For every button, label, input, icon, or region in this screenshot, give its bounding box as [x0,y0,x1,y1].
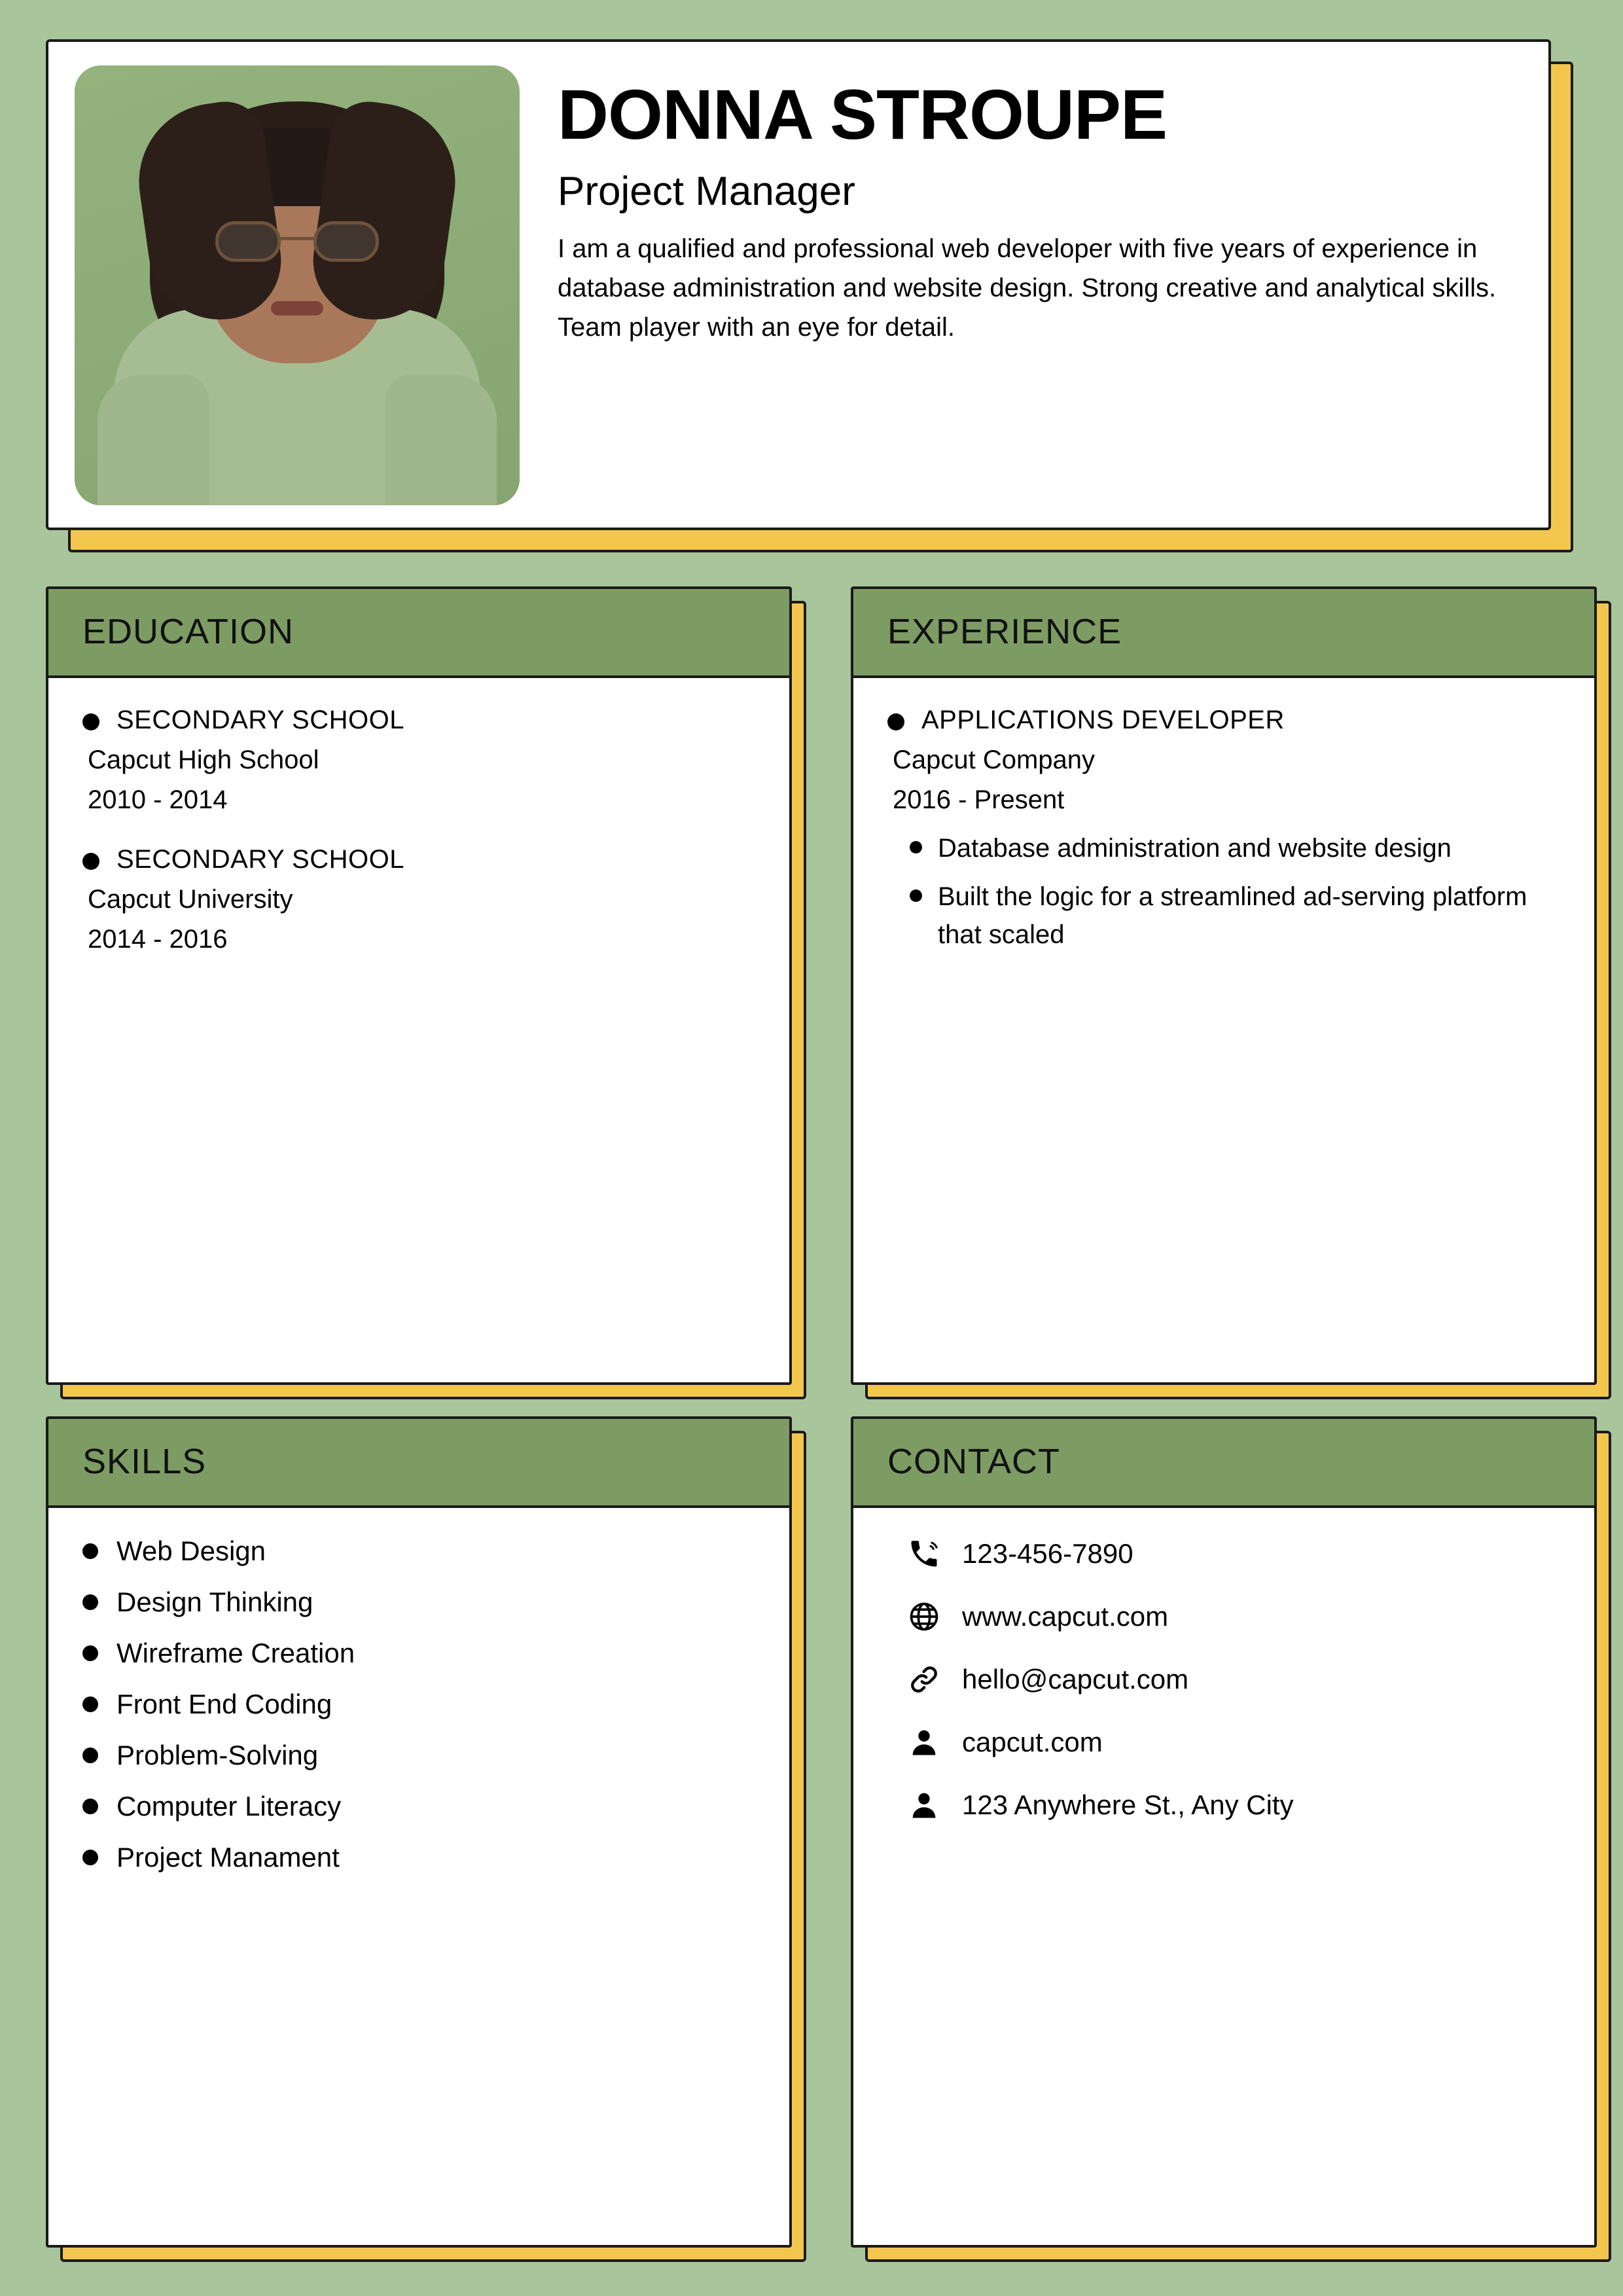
education-section [46,586,818,1385]
experience-body [853,678,1594,998]
bullet-icon [82,853,99,870]
education-item-header [82,706,755,735]
education-degree: SECONDARY SCHOOL [116,845,404,874]
person-icon [906,1787,942,1823]
education-degree: SECONDARY SCHOOL [116,706,404,734]
bullet-icon [82,1696,98,1712]
contact-value: hello@capcut.com [962,1664,1189,1695]
contact-item-phone [887,1535,1560,1572]
list-item [82,1689,755,1720]
education-item [82,706,755,815]
education-item [82,845,755,954]
list-item [82,1535,755,1567]
bullet-icon [82,1799,98,1814]
bullet-icon [82,1645,98,1661]
contact-item-website [887,1598,1560,1635]
education-school: Capcut University [88,885,293,914]
skill-label: Front End Coding [116,1689,332,1719]
skill-label: Computer Literacy [116,1791,342,1821]
bullet-icon [82,1850,98,1865]
bullet-icon [910,841,922,853]
education-item-header [82,845,755,874]
person-icon [906,1724,942,1761]
bullet-icon [82,1594,98,1610]
experience-company: Capcut Company [893,745,1096,774]
experience-item-header [887,706,1560,735]
experience-item [887,706,1560,954]
experience-bullet-text: Built the logic for a streamlined ad-serving platform that scaled [938,882,1527,949]
list-item [82,1791,755,1822]
glasses-bridge [281,237,313,240]
education-years: 2010 - 2014 [88,785,228,814]
contact-body [853,1508,1594,1857]
skills-section [46,1416,818,2248]
glasses-lens-left [215,221,281,262]
experience-bullet [910,878,1560,954]
experience-role: APPLICATIONS DEVELOPER [921,706,1285,734]
sleeve-left-shape [98,374,209,505]
education-school: Capcut High School [88,745,319,774]
contact-value: 123-456-7890 [962,1538,1133,1569]
education-years: 2014 - 2016 [88,925,228,954]
contact-value: www.capcut.com [962,1601,1169,1632]
experience-years: 2016 - Present [893,785,1065,814]
contact-section [851,1416,1623,2248]
experience-card [851,586,1597,1385]
experience-bullet-text: Database administration and website design [938,834,1452,863]
education-title: EDUCATION [48,589,789,678]
contact-card [851,1416,1597,2248]
job-title: Project Manager [558,169,855,215]
profile-photo [75,65,520,505]
glasses-lens-right [313,221,379,262]
glasses-icon [215,221,379,262]
contact-value: capcut.com [962,1727,1103,1757]
experience-bullet [910,829,1560,867]
skills-card [46,1416,792,2248]
header-card [46,39,1551,530]
globe-icon [906,1598,942,1635]
experience-section [851,586,1623,1385]
skills-body [48,1508,789,1907]
experience-bullets [887,829,1560,954]
bullet-icon [910,889,922,902]
header-section [46,39,1577,556]
skill-label: Project Manament [116,1842,340,1873]
contact-item-address [887,1787,1560,1823]
bullet-icon [82,1748,98,1763]
contact-item-email [887,1661,1560,1698]
experience-title: EXPERIENCE [853,589,1594,678]
list-item [82,1842,755,1873]
list-item [82,1587,755,1618]
profile-summary: I am a qualified and professional web developer with five years of experience in database administration and website design. Strong creative and analytical skills. Team player with an eye for detail. [558,234,1497,342]
header-text-block [520,65,1522,347]
mouth-shape [271,301,323,315]
education-card [46,586,792,1385]
link-icon [906,1661,942,1698]
page-title: DONNA STROUPE [558,75,1168,154]
contact-title: CONTACT [853,1419,1594,1508]
contact-item-profile [887,1724,1560,1761]
skill-label: Web Design [116,1535,266,1566]
education-body [48,678,789,988]
sleeve-right-shape [385,374,497,505]
bullet-icon [82,713,99,730]
list-item [82,1638,755,1669]
phone-icon [906,1535,942,1572]
content-grid [46,586,1577,2248]
skill-label: Wireframe Creation [116,1638,355,1668]
skills-title: SKILLS [48,1419,789,1508]
skill-label: Design Thinking [116,1587,313,1617]
list-item [82,1740,755,1771]
bullet-icon [887,713,904,730]
contact-value: 123 Anywhere St., Any City [962,1789,1294,1820]
bullet-icon [82,1543,98,1559]
skill-label: Problem-Solving [116,1740,319,1770]
